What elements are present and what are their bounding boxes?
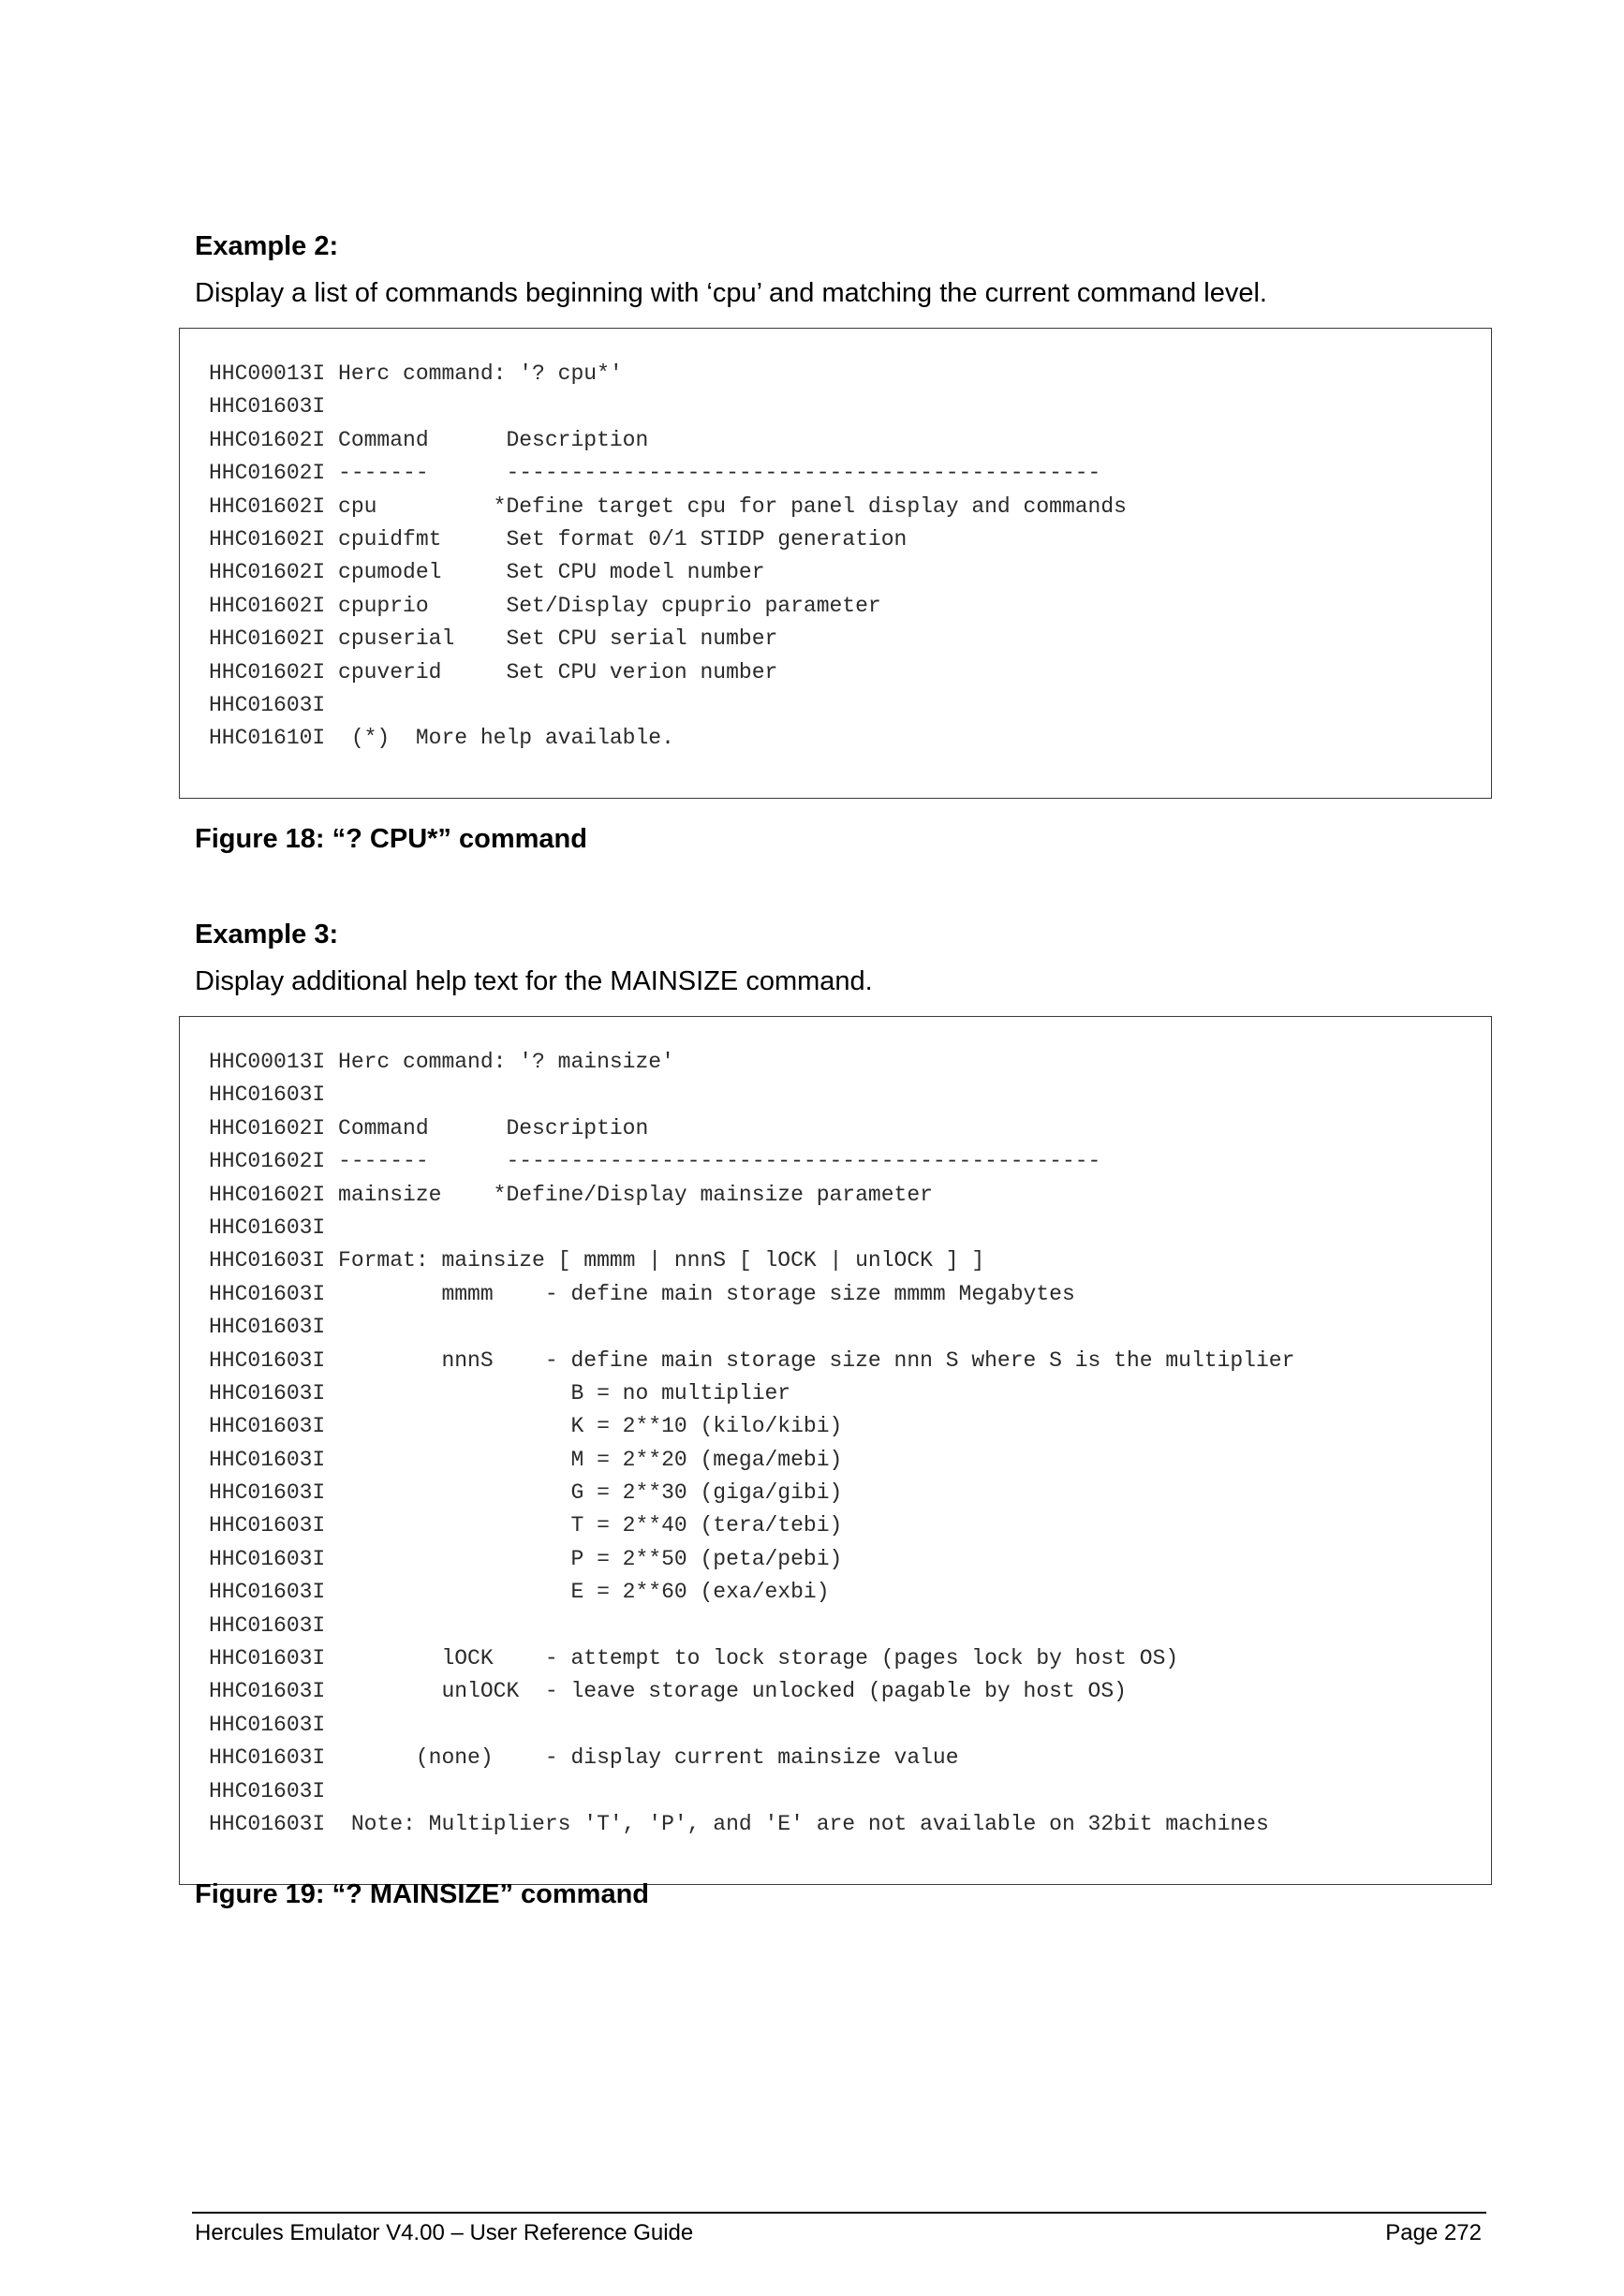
- console-line: HHC01603I M = 2**20 (mega/mebi): [209, 1447, 843, 1472]
- console-line: HHC01603I Format: mainsize [ mmmm | nnnS [ lOCK | unlOCK ] ]: [209, 1248, 985, 1273]
- console-line: HHC01603I G = 2**30 (giga/gibi): [209, 1480, 843, 1506]
- console-line: HHC01602I cpu *Define target cpu for panel display and commands: [209, 493, 1127, 519]
- console-line: HHC01603I: [209, 1214, 326, 1240]
- console-line: HHC01603I: [209, 1712, 326, 1737]
- console-line: HHC01603I mmmm - define main storage size mmmm Megabytes: [209, 1281, 1075, 1306]
- console-line: HHC01602I mainsize *Define/Display mainsize parameter: [209, 1182, 933, 1207]
- console-line: HHC01602I cpuidfmt Set format 0/1 STIDP generation: [209, 526, 908, 552]
- console-line: HHC01602I cpuprio Set/Display cpuprio parameter: [209, 593, 881, 618]
- console-line: HHC01602I cpumodel Set CPU model number: [209, 560, 765, 585]
- console-line: HHC01603I Note: Multipliers 'T', 'P', and 'E' are not available on 32bit machines: [209, 1811, 1269, 1836]
- console-line: HHC01602I Command Description: [209, 427, 649, 452]
- console-line: HHC01603I: [209, 1612, 326, 1638]
- console-output-mainsize: [179, 1016, 1492, 1885]
- console-line: HHC01603I lOCK - attempt to lock storage (pages lock by host OS): [209, 1646, 1179, 1671]
- console-output-cpu: [179, 328, 1492, 799]
- footer-divider: [192, 2212, 1486, 2214]
- console-line: HHC01603I T = 2**40 (tera/tebi): [209, 1513, 843, 1538]
- footer-page-number: Page 272: [1385, 2220, 1482, 2245]
- console-line: HHC01602I ------- ----------------------------------------------: [209, 1149, 1101, 1174]
- console-line: HHC00013I Herc command: '? cpu*': [209, 361, 623, 386]
- console-line: HHC01603I (none) - display current mainsize value: [209, 1745, 959, 1771]
- console-line: HHC01603I B = no multiplier: [209, 1380, 791, 1406]
- console-line: HHC00013I Herc command: '? mainsize': [209, 1050, 674, 1074]
- console-line: HHC01602I cpuserial Set CPU serial number: [209, 626, 778, 652]
- example-3-heading: Example 3:: [195, 920, 339, 949]
- console-line: HHC01603I unlOCK - leave storage unlocked (pagable by host OS): [209, 1679, 1127, 1704]
- console-line: HHC01610I (*) More help available.: [209, 726, 674, 751]
- figure-18-caption: Figure 18: “? CPU*” command: [195, 824, 587, 854]
- console-line: HHC01602I ------- ----------------------------------------------: [209, 461, 1101, 486]
- console-line: HHC01603I nnnS - define main storage size nnn S where S is the multiplier: [209, 1347, 1295, 1373]
- console-line: HHC01603I: [209, 1315, 326, 1340]
- console-line: HHC01603I: [209, 394, 326, 419]
- console-line: HHC01603I K = 2**10 (kilo/kibi): [209, 1414, 843, 1439]
- example-2-description: Display a list of commands beginning with ‘cpu’ and matching the current command level.: [195, 278, 1267, 308]
- figure-19-caption: Figure 19: “? MAINSIZE” command: [195, 1879, 649, 1909]
- console-line: HHC01603I: [209, 692, 326, 717]
- console-line: HHC01602I Command Description: [209, 1115, 649, 1141]
- example-3-description: Display additional help text for the MAINSIZE command.: [195, 966, 873, 996]
- console-line: HHC01603I: [209, 1778, 326, 1803]
- console-line: HHC01603I: [209, 1082, 326, 1108]
- example-2-heading: Example 2:: [195, 231, 339, 261]
- console-line: HHC01602I cpuverid Set CPU verion number: [209, 659, 778, 684]
- console-line: HHC01603I E = 2**60 (exa/exbi): [209, 1580, 830, 1605]
- console-line: HHC01603I P = 2**50 (peta/pebi): [209, 1546, 843, 1571]
- footer-title: Hercules Emulator V4.00 – User Reference Guide: [195, 2220, 694, 2245]
